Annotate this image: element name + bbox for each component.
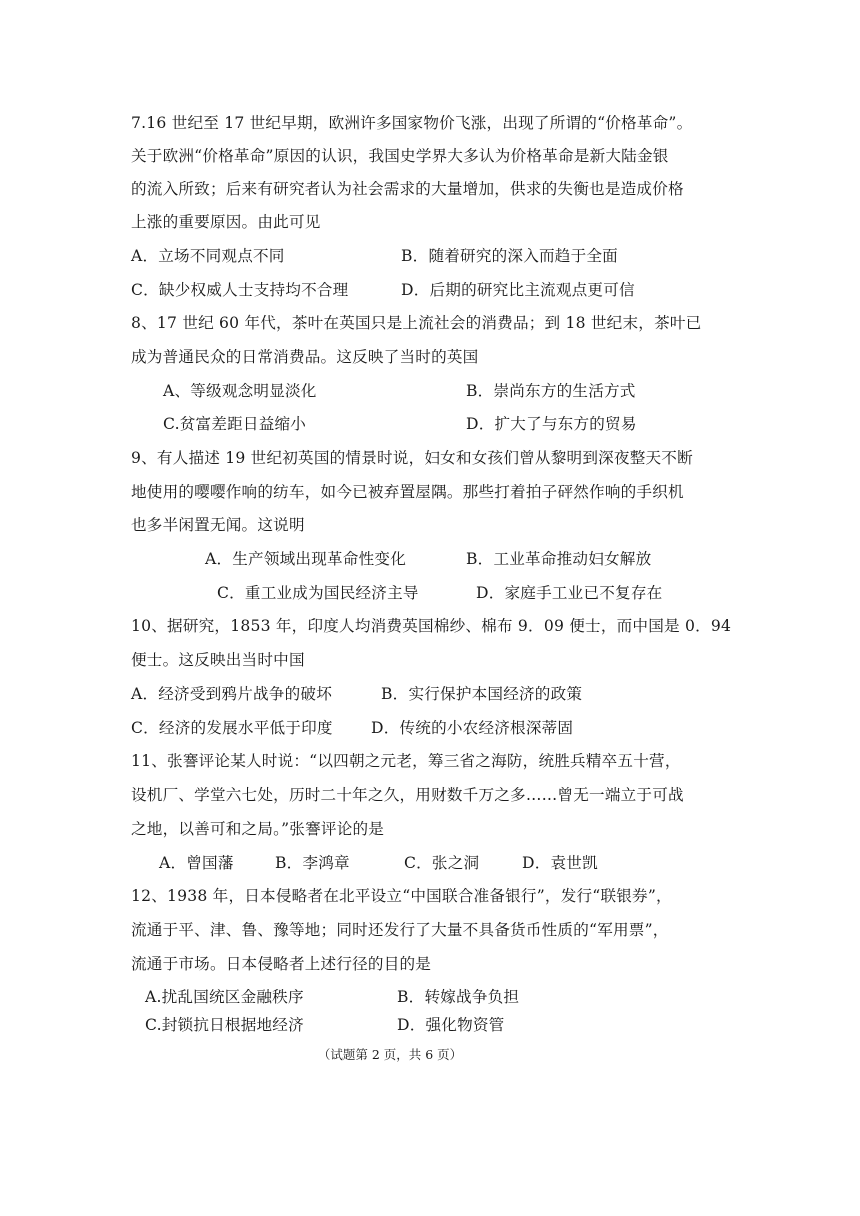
q8-stem-line-1: 8、17 世纪 60 年代，茶叶在英国只是上流社会的消费品；到 18 世纪末，茶叶已 — [131, 314, 702, 332]
q9-stem-line-3: 也多半闲置无闻。这说明 — [131, 516, 305, 534]
q8-option-d: D．扩大了与东方的贸易 — [466, 415, 637, 433]
q7-stem-line-2: 关于欧洲“价格革命”原因的认识，我国史学界大多认为价格革命是新大陆金银 — [131, 147, 669, 165]
q12-option-c: C.封锁抗日根据地经济 — [145, 1016, 304, 1034]
q11-option-c: C．张之洞 — [404, 854, 480, 872]
q7-option-b: B．随着研究的深入而趋于全面 — [401, 247, 618, 265]
q7-stem-line-4: 上涨的重要原因。由此可见 — [131, 213, 321, 231]
q7-option-d: D．后期的研究比主流观点更可信 — [401, 281, 635, 299]
q12-stem-line-1: 12、1938 年，日本侵略者在北平设立“中国联合准备银行”，发行“联银券”， — [131, 887, 672, 905]
q10-option-a: A．经济受到鸦片战争的破坏 — [131, 685, 332, 703]
q9-stem-line-1: 9、有人描述 19 世纪初英国的情景时说，妇女和女孩们曾从黎明到深夜整天不断 — [131, 449, 693, 467]
q12-stem-line-3: 流通于市场。日本侵略者上述行径的目的是 — [131, 955, 432, 973]
q8-stem-line-2: 成为普通民众的日常消费品。这反映了当时的英国 — [131, 348, 479, 366]
q9-option-c: C．重工业成为国民经济主导 — [217, 584, 419, 602]
q7-stem-line-1: 7.16 世纪至 17 世纪早期，欧洲许多国家物价飞涨，出现了所谓的“价格革命”。 — [131, 114, 693, 132]
q10-option-c: C．经济的发展水平低于印度 — [131, 719, 333, 737]
q9-stem-line-2: 地使用的嘤嘤作响的纺车，如今已被弃置屋隅。那些打着拍子砰然作响的手织机 — [131, 483, 684, 501]
q7-stem-line-3: 的流入所致；后来有研究者认为社会需求的大量增加，供求的失衡也是造成价格 — [131, 180, 684, 198]
q8-option-a: A、等级观念明显淡化 — [163, 382, 317, 400]
q11-stem-line-2: 设机厂、学堂六七处，历时二十年之久，用财数千万之多……曾无一端立于可战 — [131, 786, 684, 804]
page-number-label: （试题第 2 页，共 6 页） — [317, 1047, 463, 1062]
q10-option-d: D．传统的小农经济根深蒂固 — [371, 719, 574, 737]
q12-option-d: D．强化物资管 — [397, 1016, 505, 1034]
q11-option-b: B．李鸿章 — [275, 854, 350, 872]
page-footer — [0, 1046, 860, 1064]
q7-option-c: C．缺少权威人士支持均不合理 — [131, 281, 349, 299]
q9-option-b: B．工业革命推动妇女解放 — [466, 550, 652, 568]
q8-option-c: C.贫富差距日益缩小 — [163, 415, 307, 433]
q12-option-a: A.扰乱国统区金融秩序 — [145, 988, 304, 1006]
q11-option-d: D．袁世凯 — [522, 854, 598, 872]
q8-option-b: B．崇尚东方的生活方式 — [466, 382, 636, 400]
q12-option-b: B．转嫁战争负担 — [397, 988, 520, 1006]
q10-stem-line-2: 便士。这反映出当时中国 — [131, 651, 305, 669]
q10-option-b: B．实行保护本国经济的政策 — [381, 685, 583, 703]
q12-stem-line-2: 流通于平、津、鲁、豫等地；同时还发行了大量不具备货币性质的“军用票”， — [131, 921, 669, 939]
q9-option-d: D．家庭手工业已不复存在 — [476, 584, 663, 602]
q11-stem-line-1: 11、张謇评论某人时说：“以四朝之元老，筹三省之海防，统胜兵精卒五十营， — [131, 752, 681, 770]
q7-option-a: A．立场不同观点不同 — [131, 247, 285, 265]
q11-stem-line-3: 之地，以善可和之局。”张謇评论的是 — [131, 820, 385, 838]
q11-option-a: A．曾国藩 — [159, 854, 234, 872]
q10-stem-line-1: 10、据研究，1853 年，印度人均消费英国棉纱、棉布 9．09 便士，而中国是 0．94 — [131, 617, 732, 635]
q9-option-a: A．生产领域出现革命性变化 — [205, 550, 406, 568]
